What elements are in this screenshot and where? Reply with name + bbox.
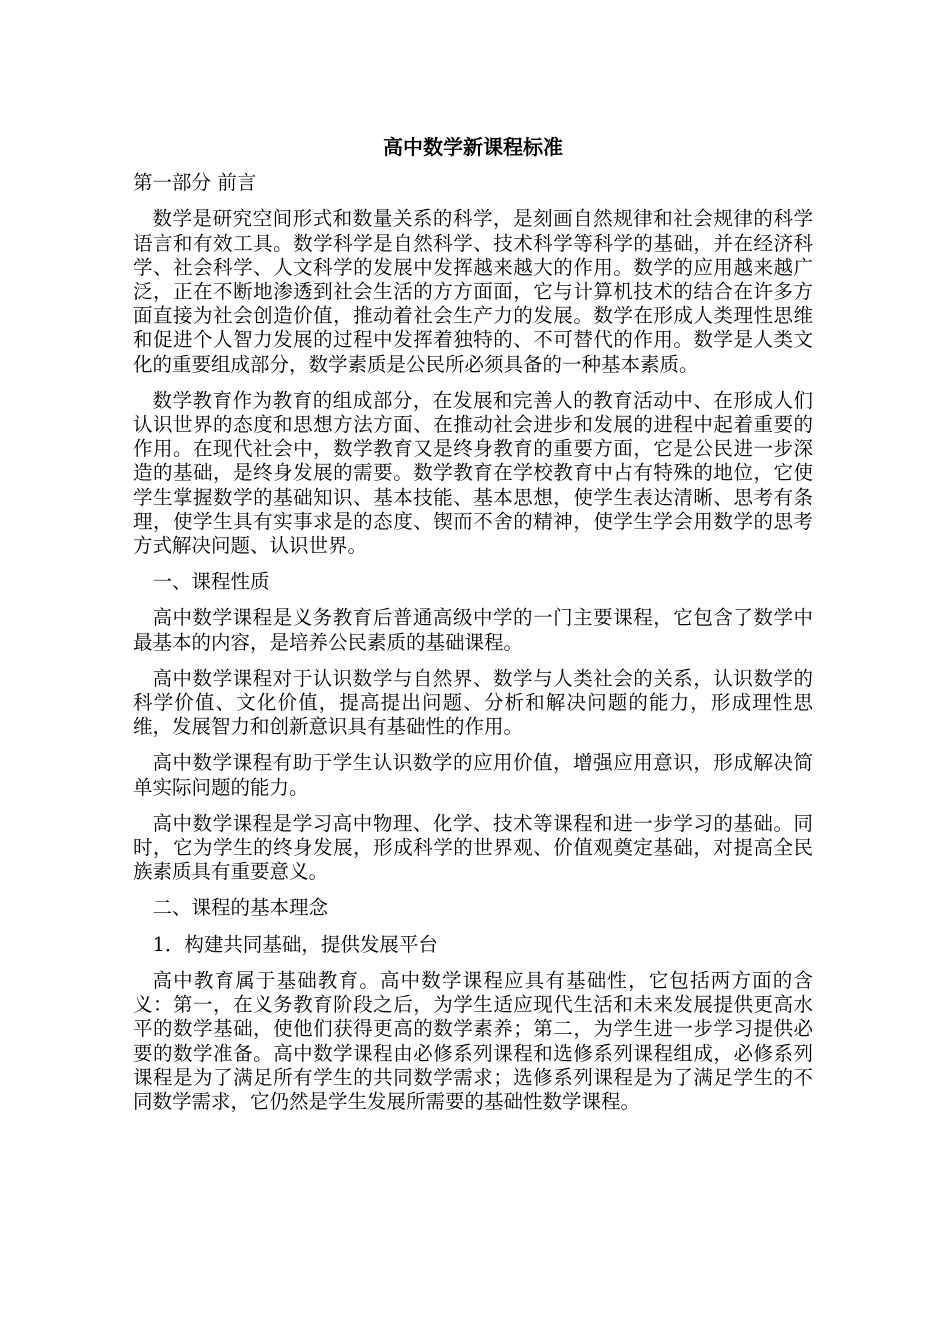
paragraph-nature-2: 高中数学课程对于认识数学与自然界、数学与人类社会的关系，认识数学的科学价值、文化价值，提高提出问题、分析和解决问题的能力，形成理性思维，发展智力和创新意识具有基础性的作用。 (133, 666, 813, 739)
document-page (133, 131, 813, 1126)
paragraph-nature-4: 高中数学课程是学习高中物理、化学、技术等课程和进一步学习的基础。同时，它为学生的终身发展，形成科学的世界观、价值观奠定基础，对提高全民族素质具有重要意义。 (133, 811, 813, 884)
part-heading: 第一部分 前言 (133, 171, 257, 195)
paragraph-nature-1: 高中数学课程是义务教育后普通高级中学的一门主要课程，它包含了数学中最基本的内容，是培养公民素质的基础课程。 (133, 606, 813, 654)
document-title: 高中数学新课程标准 (383, 135, 563, 159)
paragraph-concepts-1: 高中教育属于基础教育。高中数学课程应具有基础性，它包括两方面的含义：第一，在义务教育阶段之后，为学生适应现代生活和未来发展提供更高水平的数学基础，使他们获得更高的数学素养；第二，为学生进一步学习提供必要的数学准备。高中数学课程由必修系列课程和选修系列课程组成，必修系列课程是为了满足所有学生的共同数学需求；选修系列课程是为了满足学生的不同数学需求，它仍然是学生发展所需要的基础性数学课程。 (133, 968, 813, 1113)
subsection-heading-common-foundation: 1．构建共同基础，提供发展平台 (152, 932, 438, 956)
section-heading-basic-concepts: 二、课程的基本理念 (152, 896, 329, 920)
paragraph-intro-1: 数学是研究空间形式和数量关系的科学，是刻画自然规律和社会规律的科学语言和有效工具。数学科学是自然科学、技术科学等科学的基础，并在经济科学、社会科学、人文科学的发展中发挥越来越大的作用。数学的应用越来越广泛，正在不断地渗透到社会生活的方方面面，它与计算机技术的结合在许多方面直接为社会创造价值，推动着社会生产力的发展。数学在形成人类理性思维和促进个人智力发展的过程中发挥着独特的、不可替代的作用。数学是人类文化的重要组成部分，数学素质是公民所必须具备的一种基本素质。 (133, 207, 813, 376)
paragraph-nature-3: 高中数学课程有助于学生认识数学的应用价值，增强应用意识，形成解决简单实际问题的能力。 (133, 751, 813, 799)
section-heading-course-nature: 一、课程性质 (152, 570, 270, 594)
paragraph-intro-2: 数学教育作为教育的组成部分，在发展和完善人的教育活动中、在形成人们认识世界的态度和思想方法方面、在推动社会进步和发展的进程中起着重要的作用。在现代社会中，数学教育又是终身教育的重要方面，它是公民进一步深造的基础，是终身发展的需要。数学教育在学校教育中占有特殊的地位，它使学生掌握数学的基础知识、基本技能、基本思想，使学生表达清晰、思考有条理，使学生具有实事求是的态度、锲而不舍的精神，使学生学会用数学的思考方式解决问题、认识世界。 (133, 388, 813, 558)
